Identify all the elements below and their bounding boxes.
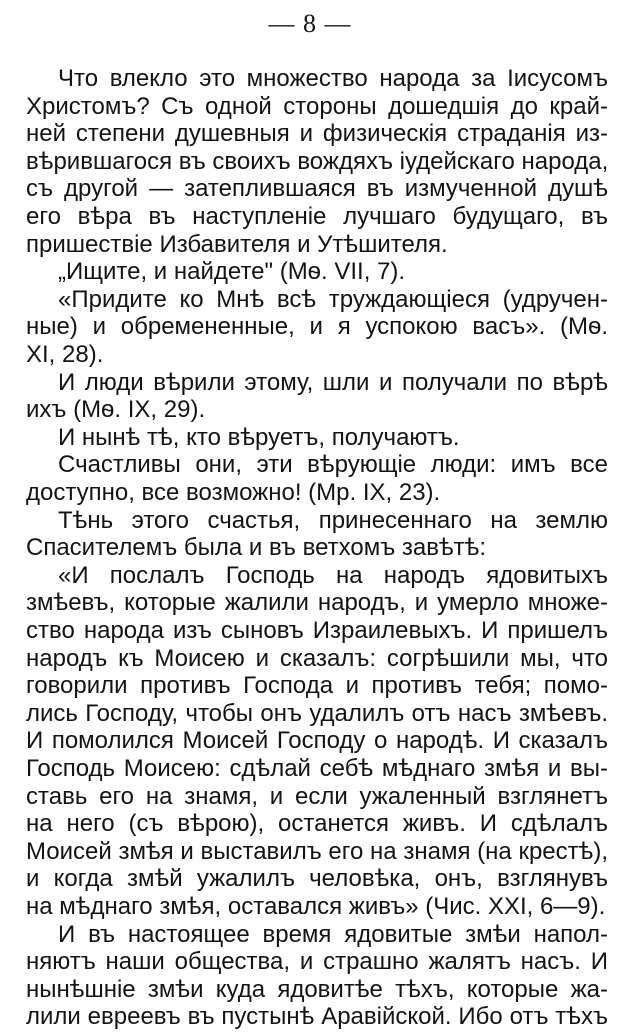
text-line: «Придите ко Мнѣ всѣ труждающіеся (удручен-	[58, 285, 608, 313]
page-number: — 8 —	[268, 9, 352, 38]
text-line: доступно, все возможно! (Мр. IX, 23).	[26, 479, 441, 506]
text-line: И люди вѣрили этому, шли и получали по вѣрѣ	[58, 368, 608, 396]
text-line: ставь его на знамя, и если ужаленный взглянетъ	[26, 782, 608, 810]
text-line: вѣрившагося въ своихъ вождяхъ іудейскаго народа,	[26, 147, 608, 175]
text-line: ные) и обремененные, и я успокою васъ». (Мѳ.	[26, 313, 608, 341]
text-line: на него (съ вѣрою), останется живъ. И сдѣлалъ	[26, 810, 608, 838]
text-line: И въ настоящее время ядовитые змѣи напол-	[58, 920, 608, 948]
text-line: говорили противъ Господа и противъ тебя; помо-	[26, 672, 608, 700]
text-line: пришествіе Избавителя и Утѣшителя.	[26, 230, 448, 258]
text-line: лись Господу, чтобы онъ удалилъ отъ насъ змѣевъ.	[26, 699, 608, 727]
text-line: лили евреевъ въ пустынѣ Аравійской. Ибо отъ тѣхъ	[26, 1003, 608, 1031]
text-line: его вѣра въ наступленіе лучшаго будущаго, въ	[26, 203, 608, 230]
text-line: Тѣнь этого счастья, принесеннаго на землю	[58, 506, 608, 534]
text-line: няютъ наши общества, и страшно жалятъ насъ. И	[26, 948, 608, 976]
text-line: XI, 28).	[26, 341, 104, 368]
text-line: Счастливы они, эти вѣрующіе люди: имъ все	[58, 451, 608, 479]
text-line: и когда змѣй ужалилъ человѣка, онъ, взглянувъ	[26, 865, 608, 893]
text-line: на мѣднаго змѣя, оставался живъ» (Чис. XXI, 6—9).	[26, 893, 606, 920]
text-line: змѣевъ, которые жалили народъ, и умерло множе-	[26, 589, 608, 617]
text-line: Христомъ? Съ одной стороны дошедшія до край-	[26, 92, 608, 120]
text-line: «И послалъ Господь на народъ ядовитыхъ	[58, 561, 608, 589]
text-line: Спасителемъ была и въ ветхомъ завѣтѣ:	[26, 534, 487, 562]
text-line: Что влекло это множество народа за Іисусомъ	[58, 65, 608, 92]
text-line: Моисей змѣя и выставилъ его на знамя (на крестѣ),	[26, 837, 608, 865]
text-line: Господь Моисею: сдѣлай себѣ мѣднаго змѣя и вы-	[26, 755, 608, 782]
text-line: И помолился Моисей Господу о народѣ. И сказалъ	[26, 727, 608, 755]
text-line: И нынѣ тѣ, кто вѣруетъ, получаютъ.	[58, 423, 460, 451]
text-line: „Ищите, и найдете" (Мѳ. VII, 7).	[58, 258, 406, 286]
text-line: съ другой — затеплившаяся въ измученной душѣ	[26, 175, 608, 203]
text-line: ней степени душевныя и физическія страданія из-	[26, 120, 608, 148]
text-line: народъ къ Моисею и сказалъ: согрѣшили мы, что	[26, 644, 608, 672]
text-line: ство народа изъ сыновъ Израилевыхъ. И пришелъ	[26, 617, 608, 644]
text-line: ихъ (Мѳ. IX, 29).	[26, 396, 206, 424]
text-line: нынѣшніе змѣи куда ядовитѣе тѣхъ, которые жа-	[26, 975, 608, 1003]
